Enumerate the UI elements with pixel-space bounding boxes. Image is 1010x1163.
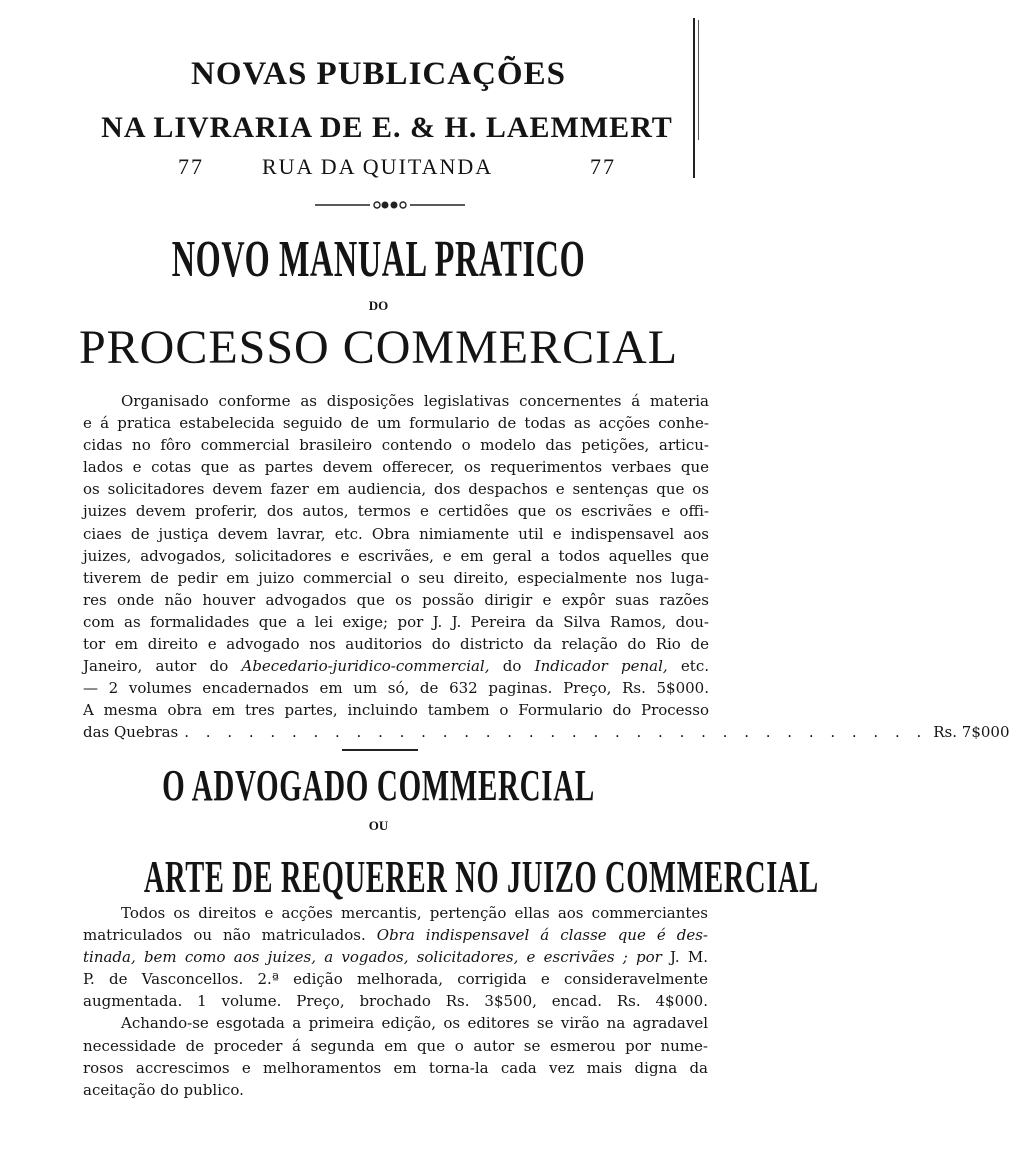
description-line: rosos accrescimos e melhoramentos em torna-la cada vez mais digna da	[83, 1058, 708, 1077]
book1-quebras-line: A mesma obra em tres partes, incluindo tambem o Formulario do Processo	[83, 701, 709, 720]
book1-description	[83, 390, 1010, 744]
book2-description	[83, 902, 708, 1101]
book1-title-connector: DO	[368, 298, 389, 313]
page-edge-line	[693, 18, 695, 178]
description-line: e á pratica estabelecida seguido de um formulario de todas as acções conhe-	[83, 414, 709, 433]
description-line: Todos os direitos e acções mercantis, pertenção ellas aos commerciantes	[121, 904, 708, 922]
address-street: RUA DA QUITANDA	[262, 154, 494, 179]
description-line: necessidade de proceder á segunda em que o autor se esmerou por nume-	[83, 1036, 708, 1055]
page-title: NOVAS PUBLICAÇÕES	[191, 56, 566, 92]
description-line: res onde não houver advogados que os possão dirigir e expôr suas razões	[83, 590, 709, 609]
description-line: juizes, advogados, solicitadores e escrivães, e em geral a todos aquelles que	[83, 546, 709, 565]
description-line: juizes devem proferir, dos autos, termos e certidões que os escrivães e offi-	[83, 502, 709, 521]
quebras-label: das Quebras	[83, 723, 179, 742]
description-line: Achando-se esgotada a primeira edição, os editores se virão na agradavel	[121, 1014, 708, 1033]
description-line: ciaes de justiça devem lavrar, etc. Obra nimiamente util e indispensavel aos	[83, 524, 709, 543]
description-line-author-works	[83, 655, 709, 677]
line-prefix: matriculados ou não matriculados.	[83, 926, 377, 945]
description-line: cidas no fôro commercial brasileiro contendo o modelo das petições, articu-	[83, 436, 709, 455]
address-number-left: 77	[178, 154, 204, 179]
book2-title-line1: O ADVOGADO COMMERCIAL	[162, 761, 595, 810]
italic-text: tinada, bem como aos juizes, a vogados, solicitadores, e escrivães ; por	[83, 948, 662, 967]
work-title-indicador: Indicador penal,	[534, 657, 668, 676]
ornament-divider-icon	[315, 199, 465, 211]
work-title-abecedario: Abecedario-juridico-commercial,	[241, 657, 490, 676]
book2-price-line: augmentada. 1 volume. Preço, brochado Rs. 3$500, encad. Rs. 4$000.	[83, 992, 708, 1011]
description-line: os solicitadores devem fazer em audiencia, dos despachos e sentenças que os	[83, 480, 709, 499]
italic-text: Obra indispensavel á classe que é des-	[376, 926, 708, 945]
leader-dots: . . . . . . . . . . . . . . . . . . . . . . . . . . . . . . . . . . .	[184, 723, 928, 742]
description-line	[83, 924, 708, 946]
book2-title-connector: OU	[368, 818, 389, 833]
description-line: lados e cotas que as partes devem offerecer, os requerimentos verbaes que	[83, 458, 709, 477]
quebras-price: Rs. 7$000	[933, 723, 1010, 742]
description-line: tor em direito e advogado nos auditorios do districto da relação do Rio de	[83, 635, 709, 654]
bookstore-name: NA LIVRARIA DE E. & H. LAEMMERT	[101, 111, 673, 144]
book1-quebras-price-row	[83, 721, 1010, 743]
description-line: tiverem de pedir em juizo commercial o seu direito, especialmente nos luga-	[83, 568, 709, 587]
description-line: com as formalidades que a lei exige; por J. J. Pereira da Silva Ramos, dou-	[83, 612, 709, 631]
section-divider	[342, 749, 418, 751]
description-line: aceitação do publico.	[83, 1080, 244, 1099]
janeiro-suffix: etc.	[667, 657, 709, 676]
description-line: Organisado conforme as disposições legislativas concernentes á materia	[121, 392, 709, 410]
book1-title-line2: PROCESSO COMMERCIAL	[78, 321, 679, 374]
author-initials: J. M.	[661, 948, 709, 967]
janeiro-mid: do	[489, 657, 535, 676]
description-line	[83, 946, 708, 968]
address-number-right: 77	[590, 154, 616, 179]
book1-title-line1: NOVO MANUAL PRATICO	[171, 231, 586, 288]
book2-title-line2: ARTE DE REQUERER NO JUIZO COMMERCIAL	[143, 851, 819, 902]
janeiro-prefix: Janeiro, autor do	[83, 657, 242, 676]
book1-price-line: — 2 volumes encadernados em um só, de 632 paginas. Preço, Rs. 5$000.	[83, 679, 709, 698]
description-line: P. de Vasconcellos. 2.ª edição melhorada, corrigida e consideravelmente	[83, 970, 708, 989]
